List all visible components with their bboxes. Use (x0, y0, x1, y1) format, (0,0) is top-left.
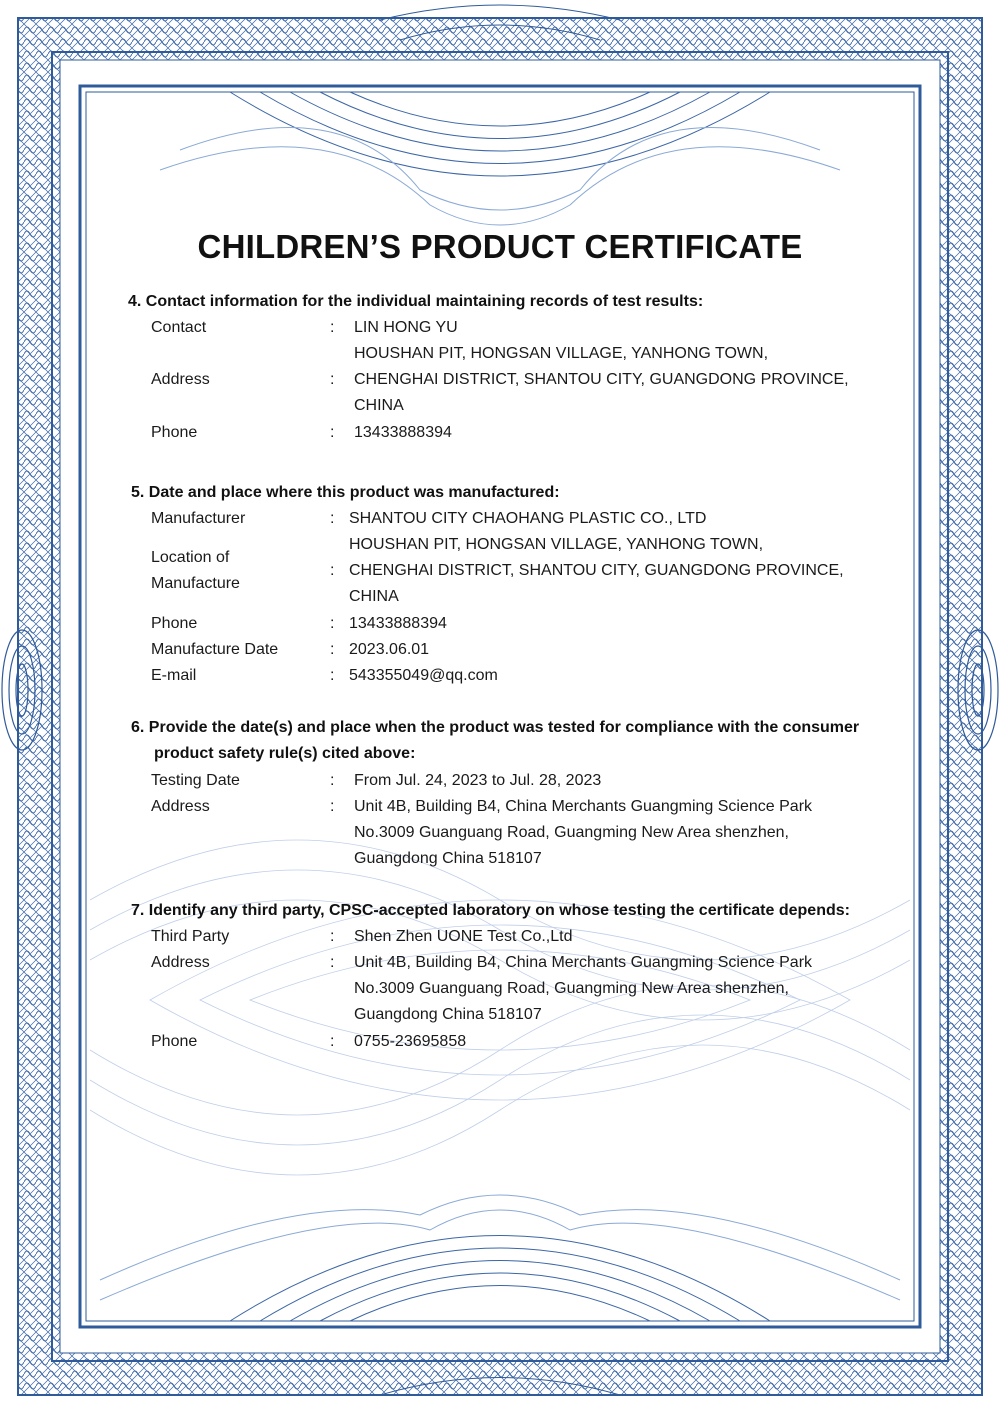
label-line: Manufacture (151, 575, 240, 592)
value-line: LIN HONG YU (354, 319, 458, 336)
field-label: Address (151, 371, 210, 388)
heading-line: 6. Provide the date(s) and place when the product was tested for compliance with the consumer (131, 719, 860, 736)
field-colon: : (330, 424, 335, 441)
field-value (354, 420, 452, 446)
field-colon: : (330, 1033, 335, 1050)
value-line: Unit 4B, Building B4, China Merchants Guangming Science Park (354, 798, 813, 815)
field-value (354, 924, 572, 950)
field-value (354, 1029, 466, 1055)
value-line: No.3009 Guanguang Road, Guangming New Area shenzhen, (354, 824, 789, 841)
field-label: Manufacturer (151, 510, 246, 527)
field-label: Contact (151, 319, 207, 336)
field-colon: : (330, 928, 335, 945)
value-line: SHANTOU CITY CHAOHANG PLASTIC CO., LTD (349, 510, 707, 527)
field-label: Address (151, 798, 210, 815)
field-value (354, 950, 812, 1028)
field-colon: : (330, 954, 335, 971)
value-line: HOUSHAN PIT, HONGSAN VILLAGE, YANHONG TOWN, (349, 536, 764, 553)
value-line: CHENGHAI DISTRICT, SHANTOU CITY, GUANGDONG PROVINCE, (349, 562, 844, 579)
field-colon: : (330, 371, 335, 388)
value-line: Unit 4B, Building B4, China Merchants Guangming Science Park (354, 954, 813, 971)
field-colon: : (330, 510, 335, 527)
field-colon: : (330, 319, 335, 336)
value-line: 13433888394 (354, 424, 452, 441)
value-line: No.3009 Guanguang Road, Guangming New Area shenzhen, (354, 980, 789, 997)
value-line: Guangdong China 518107 (354, 1006, 542, 1023)
field-label: Manufacture Date (151, 641, 279, 658)
value-line: CHINA (354, 397, 404, 414)
section-4-heading: 4. Contact information for the individual maintaining records of test results: (128, 293, 704, 310)
value-line: Guangdong China 518107 (354, 850, 542, 867)
heading-line: product safety rule(s) cited above: (154, 745, 416, 762)
field-colon: : (330, 615, 335, 632)
value-line: HOUSHAN PIT, HONGSAN VILLAGE, YANHONG TOWN, (354, 345, 769, 362)
certificate-title: CHILDREN’S PRODUCT CERTIFICATE (197, 228, 803, 265)
field-label: Phone (151, 615, 198, 632)
field-label: Phone (151, 424, 198, 441)
field-value (354, 315, 458, 341)
field-label (151, 545, 240, 597)
value-line: CHINA (349, 588, 399, 605)
value-line: CHENGHAI DISTRICT, SHANTOU CITY, GUANGDONG PROVINCE, (354, 371, 849, 388)
field-colon: : (330, 772, 335, 789)
field-colon: : (330, 798, 335, 815)
value-line: 0755-23695858 (354, 1033, 467, 1050)
field-value (354, 341, 849, 419)
value-line: Shen Zhen UONE Test Co.,Ltd (354, 928, 573, 945)
field-colon: : (330, 641, 335, 658)
field-value (349, 506, 706, 532)
field-value (354, 768, 601, 794)
value-line: From Jul. 24, 2023 to Jul. 28, 2023 (354, 772, 602, 789)
field-value (349, 663, 498, 689)
field-label: Phone (151, 1033, 198, 1050)
field-label: E-mail (151, 667, 197, 684)
section-5-heading: 5. Date and place where this product was manufactured: (131, 484, 560, 501)
field-label: Testing Date (151, 772, 240, 789)
field-colon: : (330, 562, 335, 579)
field-value (349, 532, 844, 610)
label-line: Location of (151, 549, 230, 566)
field-label: Address (151, 954, 210, 971)
value-line: 2023.06.01 (349, 641, 430, 658)
section-7-heading: 7. Identify any third party, CPSC-accepted laboratory on whose testing the certificate depends: (131, 902, 850, 919)
field-value (349, 611, 447, 637)
section-6-heading (131, 715, 859, 767)
field-colon: : (330, 667, 335, 684)
field-value (354, 794, 812, 872)
value-line: 543355049@qq.com (349, 667, 498, 684)
field-label: Third Party (151, 928, 230, 945)
field-value (349, 637, 429, 663)
value-line: 13433888394 (349, 615, 447, 632)
